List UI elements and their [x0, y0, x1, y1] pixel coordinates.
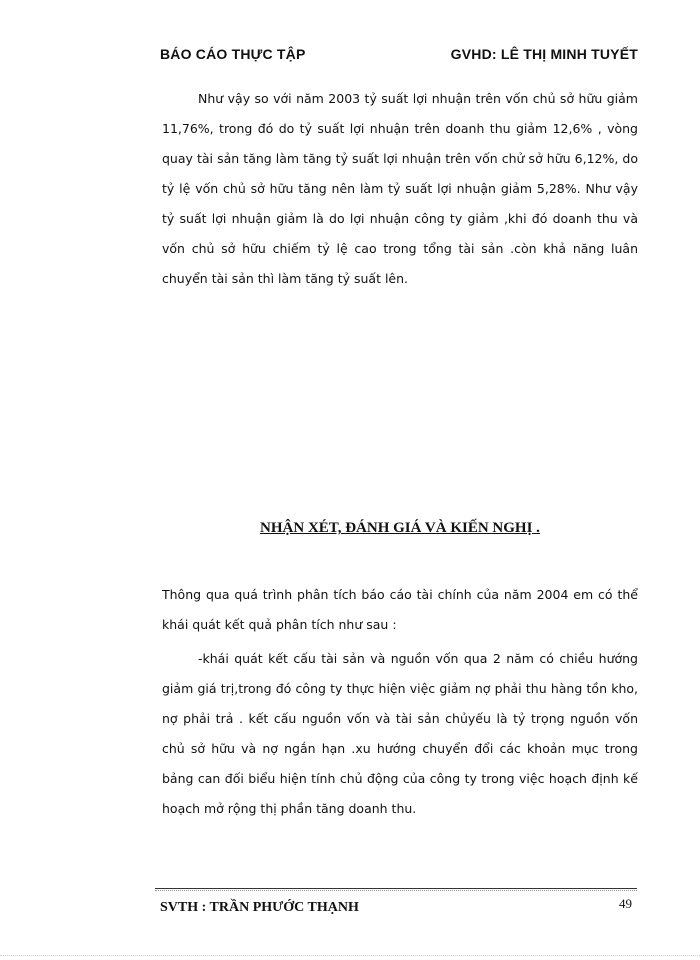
- footer-divider: [155, 888, 637, 889]
- paragraph-profit-summary: Như vậy so với năm 2003 tỷ suất lợi nhuận trên vốn chủ sở hữu giảm 11,76%, trong đó do tỷ suất lợi nhuận trên doanh thu giảm 12,6% , vòng quay tài sản tăng làm tăng tỷ suất lợi nhuận trên vốn chử sở hữu 6,12%, do tỷ lệ vốn chủ sở hữu tăng nên làm tỷ suất lợi nhuận giảm 5,28%. Như vậy tỷ suất lợi nhuận giảm là do lợi nhuận công ty giảm ,khi đó doanh thu và vốn chủ sở hữu chiếm tỷ lệ cao trong tổng tài sản .còn khả năng luân chuyển tài sản thì làm tăng tỷ suất lên.: [162, 91, 638, 286]
- report-title: BÁO CÁO THỰC TẬP: [160, 46, 306, 62]
- paragraph-intro: Thông qua quá trình phân tích báo cáo tài chính của năm 2004 em có thể khái quát kết quả phân tích như sau :: [162, 587, 638, 632]
- paragraph-structure: -khái quát kết cấu tài sản và nguồn vốn qua 2 năm có chiều hướng giảm giá trị,trong đó công ty thực hiện việc giảm nợ phải thu hàng tồn kho, nợ phải trả . kết cấu nguồn vốn và tài sản chủyếu là tỷ trọng nguồn vốn chủ sở hữu và nợ ngắn hạn .xu hướng chuyển đổi các khoản mục trong bảng can đối biểu hiện tính chủ động của công ty trong việc hoạch định kế hoạch mở rộng thị phần tăng doanh thu.: [162, 651, 638, 816]
- page-header: [160, 46, 638, 68]
- page-number: 49: [619, 896, 632, 911]
- footer-divider-dotted: [155, 890, 637, 891]
- page-edge-divider: [0, 955, 700, 956]
- supervisor-name: GVHD: LÊ THỊ MINH TUYẾT: [450, 46, 638, 62]
- student-name: SVTH : TRẦN PHƯỚC THẠNH: [160, 900, 359, 915]
- section-title: NHẬN XÉT, ĐÁNH GIÁ VÀ KIẾN NGHỊ .: [260, 520, 540, 536]
